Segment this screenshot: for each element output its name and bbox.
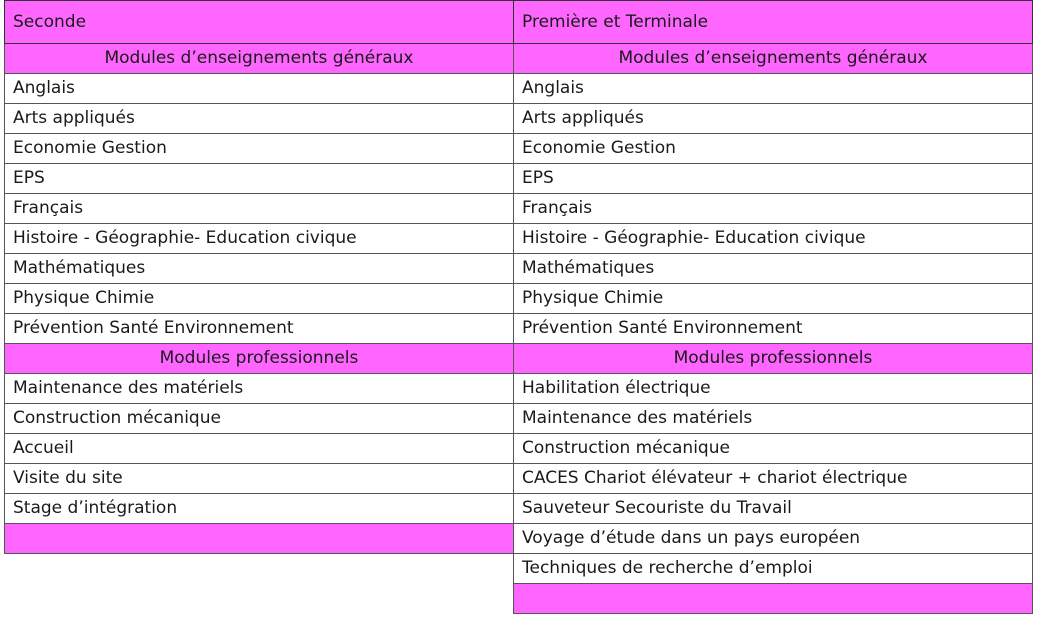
module-row: Français: [513, 194, 1033, 224]
module-row: Arts appliqués: [513, 104, 1033, 134]
module-row: Construction mécanique: [513, 434, 1033, 464]
module-row: Visite du site: [4, 464, 513, 494]
module-row: Physique Chimie: [4, 284, 513, 314]
module-row: Techniques de recherche d’emploi: [513, 554, 1033, 584]
seconde-title: Seconde: [4, 0, 513, 44]
module-row: Voyage d’étude dans un pays européen: [513, 524, 1033, 554]
module-row: Maintenance des matériels: [513, 404, 1033, 434]
module-row: EPS: [513, 164, 1033, 194]
module-row: Economie Gestion: [4, 134, 513, 164]
module-row: Accueil: [4, 434, 513, 464]
module-row: Mathématiques: [513, 254, 1033, 284]
module-row: Histoire - Géographie- Education civique: [513, 224, 1033, 254]
premiere-terminale-professional-list: [513, 374, 1033, 584]
module-row: Construction mécanique: [4, 404, 513, 434]
module-row: Prévention Santé Environnement: [4, 314, 513, 344]
module-row: Stage d’intégration: [4, 494, 513, 524]
module-row: Prévention Santé Environnement: [513, 314, 1033, 344]
module-row: Habilitation électrique: [513, 374, 1033, 404]
seconde-professional-list: [4, 374, 513, 524]
premiere-terminale-column: [513, 0, 1033, 614]
module-row: Physique Chimie: [513, 284, 1033, 314]
module-row: Arts appliqués: [4, 104, 513, 134]
premiere-terminale-professional-header: Modules professionnels: [513, 344, 1033, 374]
module-row: Anglais: [513, 74, 1033, 104]
premiere-terminale-title: Première et Terminale: [513, 0, 1033, 44]
module-row: Economie Gestion: [513, 134, 1033, 164]
module-row: Français: [4, 194, 513, 224]
seconde-professional-header: Modules professionnels: [4, 344, 513, 374]
module-row: CACES Chariot élévateur + chariot électrique: [513, 464, 1033, 494]
seconde-general-list: [4, 74, 513, 344]
premiere-terminale-empty-row: [513, 584, 1033, 614]
premiere-terminale-general-header: Modules d’enseignements généraux: [513, 44, 1033, 74]
seconde-column: [4, 0, 513, 554]
seconde-general-header: Modules d’enseignements généraux: [4, 44, 513, 74]
module-row: Anglais: [4, 74, 513, 104]
module-row: Maintenance des matériels: [4, 374, 513, 404]
seconde-empty-row: [4, 524, 513, 554]
premiere-terminale-general-list: [513, 74, 1033, 344]
module-row: Sauveteur Secouriste du Travail: [513, 494, 1033, 524]
module-row: Mathématiques: [4, 254, 513, 284]
module-row: EPS: [4, 164, 513, 194]
module-row: Histoire - Géographie- Education civique: [4, 224, 513, 254]
